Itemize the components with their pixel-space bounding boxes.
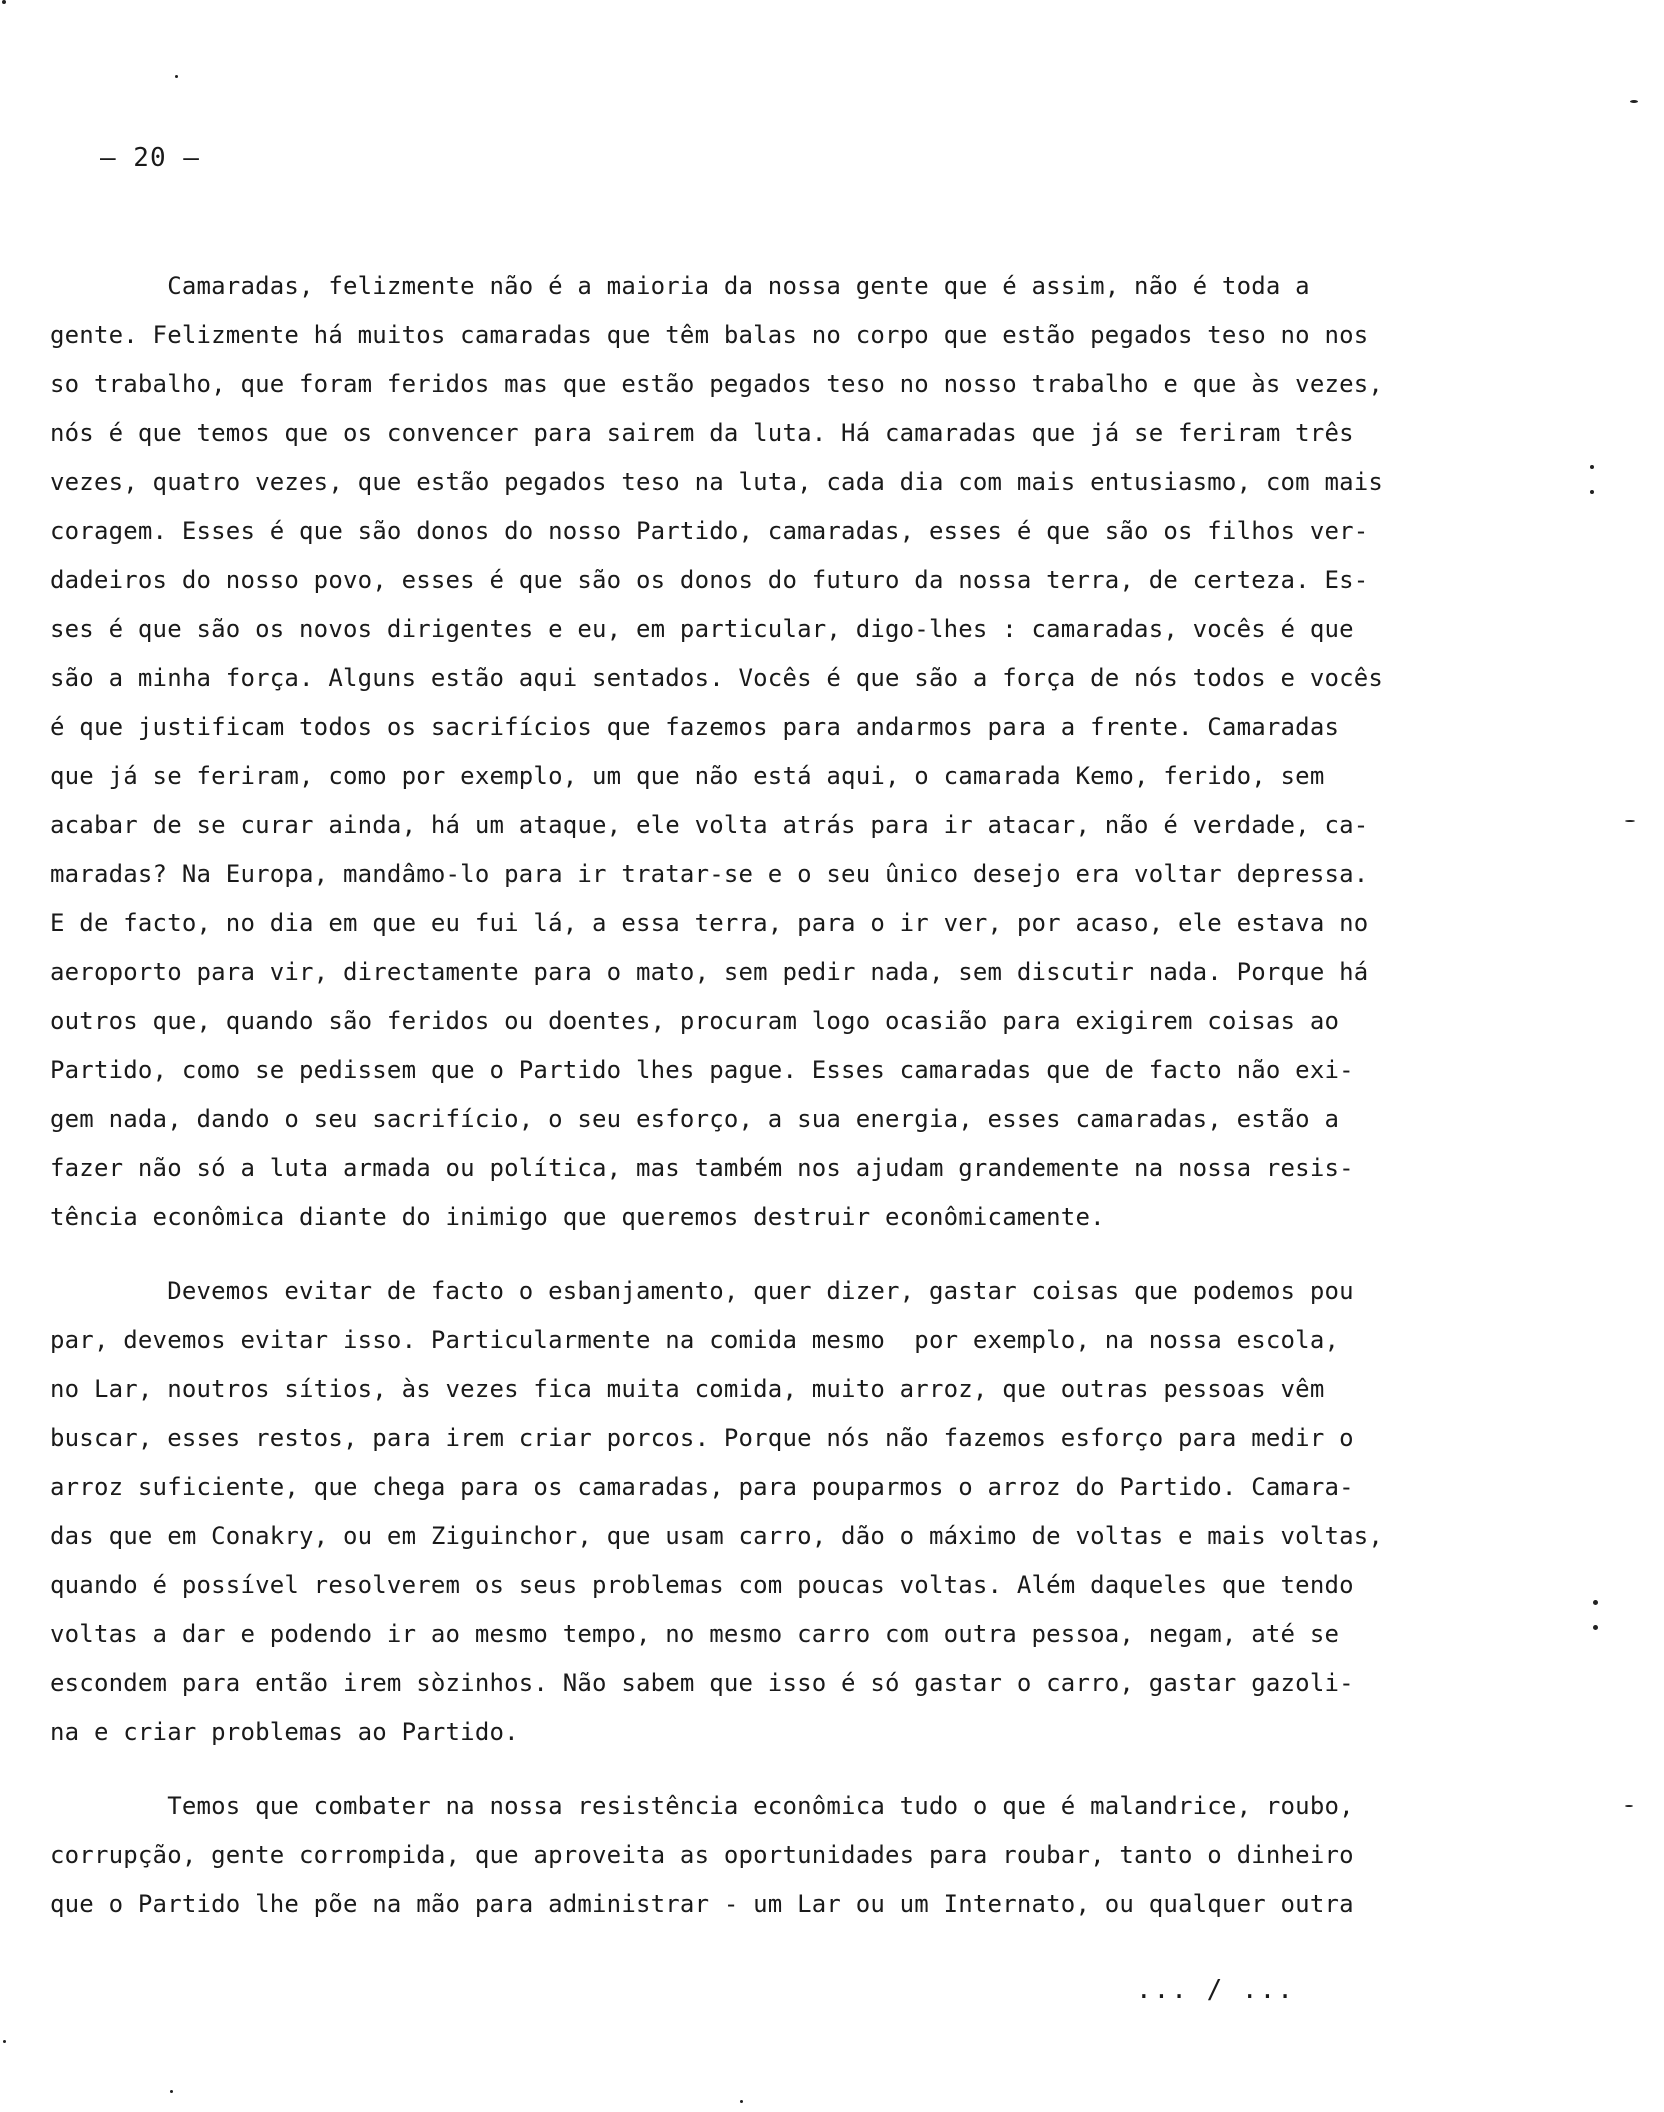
text-line: que já se feriram, como por exemplo, um que não está aqui, o camarada Kemo, ferido, sem [50,762,1325,790]
text-line: dadeiros do nosso povo, esses é que são os donos do futuro da nossa terra, de certeza. Es- [50,566,1369,594]
scan-speck [1593,1600,1598,1605]
text-line: na e criar problemas ao Partido. [50,1718,519,1746]
scan-speck [1590,490,1594,494]
scan-speck [1630,100,1638,103]
continuation-mark: ... / ... [1136,1975,1295,2005]
paragraph [50,1782,1490,1929]
text-line: outros que, quando são feridos ou doentes, procuram logo ocasião para exigirem coisas ao [50,1007,1340,1035]
paragraph [50,262,1490,1242]
scan-speck [2,0,6,4]
text-line: arroz suficiente, que chega para os camaradas, para pouparmos o arroz do Partido. Camara- [50,1473,1354,1501]
text-line: buscar, esses restos, para irem criar porcos. Porque nós não fazemos esforço para medir o [50,1424,1354,1452]
text-line: das que em Conakry, ou em Ziguinchor, que usam carro, dão o máximo de voltas e mais voltas, [50,1522,1384,1550]
text-line: quando é possível resolverem os seus problemas com poucas voltas. Além daqueles que tendo [50,1571,1354,1599]
paragraph [50,1267,1490,1757]
text-line: E de facto, no dia em que eu fui lá, a essa terra, para o ir ver, por acaso, ele estava no [50,909,1369,937]
text-line: gem nada, dando o seu sacrifício, o seu esforço, a sua energia, esses camaradas, estão a [50,1105,1340,1133]
text-line: Devemos evitar de facto o esbanjamento, quer dizer, gastar coisas que podemos pou [50,1277,1354,1305]
text-line: voltas a dar e podendo ir ao mesmo tempo, no mesmo carro com outra pessoa, negam, até se [50,1620,1340,1648]
text-line: são a minha força. Alguns estão aqui sentados. Vocês é que são a força de nós todos e vocês [50,664,1384,692]
scan-speck [175,75,178,78]
text-line: escondem para então irem sòzinhos. Não sabem que isso é só gastar o carro, gastar gazoli- [50,1669,1354,1697]
text-line: Partido, como se pedissem que o Partido lhes pague. Esses camaradas que de facto não exi- [50,1056,1354,1084]
text-line: gente. Felizmente há muitos camaradas que têm balas no corpo que estão pegados teso no nos [50,321,1369,349]
text-line: tência econômica diante do inimigo que queremos destruir econômicamente. [50,1203,1105,1231]
scan-speck [1625,820,1635,822]
text-line: par, devemos evitar isso. Particularmente na comida mesmo por exemplo, na nossa escola, [50,1326,1340,1354]
text-line: maradas? Na Europa, mandâmo-lo para ir tratar-se e o seu ûnico desejo era voltar depressa. [50,860,1369,888]
text-line: Temos que combater na nossa resistência econômica tudo o que é malandrice, roubo, [50,1792,1354,1820]
text-line: ses é que são os novos dirigentes e eu, em particular, digo-lhes : camaradas, vocês é que [50,615,1354,643]
scan-speck [1625,1805,1633,1807]
text-line: corrupção, gente corrompida, que aproveita as oportunidades para roubar, tanto o dinheiro [50,1841,1354,1869]
text-line: nós é que temos que os convencer para sairem da luta. Há camaradas que já se feriram três [50,419,1354,447]
scan-speck [170,2090,173,2093]
scan-speck [1593,1625,1598,1630]
text-line: coragem. Esses é que são donos do nosso Partido, camaradas, esses é que são os filhos ver- [50,517,1369,545]
text-line: que o Partido lhe põe na mão para administrar - um Lar ou um Internato, ou qualquer outra [50,1890,1354,1918]
text-line: Camaradas, felizmente não é a maioria da nossa gente que é assim, não é toda a [50,272,1310,300]
scan-speck [740,2100,743,2103]
page-number: – 20 – [100,143,200,173]
scan-speck [1590,465,1594,469]
text-line: no Lar, noutros sítios, às vezes fica muita comida, muito arroz, que outras pessoas vêm [50,1375,1325,1403]
text-line: so trabalho, que foram feridos mas que estão pegados teso no nosso trabalho e que às vezes, [50,370,1384,398]
text-line: acabar de se curar ainda, há um ataque, ele volta atrás para ir atacar, não é verdade, ca- [50,811,1369,839]
text-line: aeroporto para vir, directamente para o mato, sem pedir nada, sem discutir nada. Porque há [50,958,1369,986]
text-line: vezes, quatro vezes, que estão pegados teso na luta, cada dia com mais entusiasmo, com mais [50,468,1384,496]
text-line: fazer não só a luta armada ou política, mas também nos ajudam grandemente na nossa resis- [50,1154,1354,1182]
scan-speck [3,2040,6,2043]
text-line: é que justificam todos os sacrifícios que fazemos para andarmos para a frente. Camaradas [50,713,1340,741]
body-text [50,262,1490,1929]
